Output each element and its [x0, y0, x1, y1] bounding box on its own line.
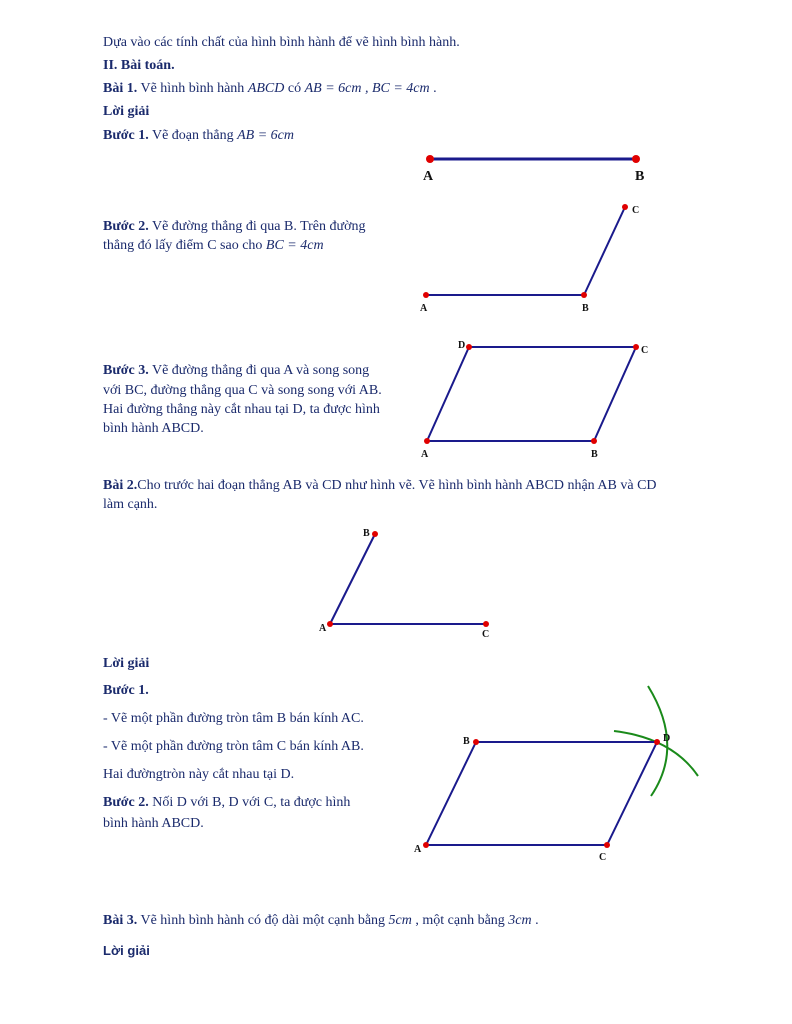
bai1-text-co: có — [284, 81, 305, 96]
bai1-buoc2-math: BC = 4cm — [265, 238, 324, 253]
point-c — [604, 842, 610, 848]
bai1-math-abcd: ABCD — [247, 81, 285, 96]
bai1-buoc3-label: Bước 3. — [103, 363, 149, 378]
bai2-buoc1-label: Bước 1. — [103, 683, 149, 698]
label-b: B — [635, 169, 645, 184]
point-a — [423, 292, 429, 298]
point-b — [632, 155, 640, 163]
label-d: D — [663, 733, 671, 744]
point-c — [483, 621, 489, 627]
point-a — [327, 621, 333, 627]
label-c: C — [632, 205, 640, 216]
label-c: C — [482, 629, 490, 640]
figure-3-parallelogram — [421, 340, 648, 460]
label-b: B — [363, 528, 370, 539]
bai1-buoc2-text2: thẳng đó lấy điểm C sao cho — [103, 238, 266, 253]
bai1-buoc3-text1: Vẽ đường thẳng đi qua A và song song — [148, 363, 370, 378]
bai1-buoc3-line3: Hai đường thẳng này cắt nhau tại D, ta được hình — [103, 402, 380, 417]
point-a — [424, 438, 430, 444]
label-a: A — [421, 449, 429, 460]
bai2-step-b: - Vẽ một phần đường tròn tâm C bán kính AB. — [103, 739, 364, 754]
bai1-buoc2-label: Bước 2. — [103, 219, 149, 234]
bai2-label: Bài 2. — [103, 478, 138, 493]
bai2-buoc2-line2: bình hành ABCD. — [103, 816, 204, 831]
bai1-buoc1-label: Bước 1. — [103, 128, 149, 143]
bai3-text1: Vẽ hình bình hành có độ dài một cạnh bằng — [137, 913, 389, 928]
segment-ab — [330, 534, 375, 624]
bai1-text-end: . — [429, 81, 437, 96]
parallelogram-abdc — [426, 742, 657, 845]
intro-text: Dựa vào các tính chất của hình bình hành để vẽ hình bình hành. — [103, 35, 460, 50]
point-b — [473, 739, 479, 745]
label-a: A — [414, 844, 422, 855]
label-b: B — [463, 736, 470, 747]
bai2-loi-giai: Lời giải — [103, 656, 150, 671]
point-b — [372, 531, 378, 537]
parallelogram-abcd — [427, 347, 636, 441]
point-a — [426, 155, 434, 163]
bai1-label: Bài 1. — [103, 81, 138, 96]
bai1-buoc1-text: Vẽ đoạn thẳng — [148, 128, 238, 143]
label-a: A — [319, 623, 327, 634]
point-d — [466, 344, 472, 350]
bai1-buoc1-math: AB = 6cm — [237, 128, 294, 143]
figure-1-segment-ab — [423, 155, 644, 184]
bai3-label: Bài 3. — [103, 913, 138, 928]
figure-4-given-segments — [319, 528, 489, 640]
bai1-buoc2-text1: Vẽ đường thẳng đi qua B. Trên đường — [148, 219, 366, 234]
label-a: A — [420, 303, 428, 314]
figure-5-construction — [414, 686, 698, 863]
bai2-step-c: Hai đườngtròn này cắt nhau tại D. — [103, 767, 295, 782]
bai3-math2: 3cm — [508, 913, 532, 928]
bai3-math1: 5cm — [388, 913, 412, 928]
point-b — [581, 292, 587, 298]
bai2-buoc2-text1: Nối D với B, D với C, ta được hình — [148, 795, 351, 810]
point-c — [633, 344, 639, 350]
point-b — [591, 438, 597, 444]
point-d — [654, 739, 660, 745]
arc-center-b — [614, 731, 698, 776]
bai1-text: Vẽ hình bình hành — [137, 81, 248, 96]
figure-2-abc — [420, 204, 639, 314]
label-c: C — [641, 345, 649, 356]
bai2-step-a: - Vẽ một phần đường tròn tâm B bán kính AC. — [103, 711, 364, 726]
bai3-loi-giai: Lời giải — [103, 943, 150, 958]
bai3-text3: . — [531, 913, 539, 928]
bai1-math-given: AB = 6cm , BC = 4cm — [304, 81, 430, 96]
bai2-buoc2-label: Bước 2. — [103, 795, 149, 810]
section-title: II. Bài toán. — [103, 58, 175, 73]
label-d: D — [458, 340, 466, 351]
label-c: C — [599, 852, 607, 863]
bai1-loi-giai: Lời giải — [103, 104, 150, 119]
bai2-text1: Cho trước hai đoạn thẳng AB và CD như hình vẽ. Vẽ hình bình hành ABCD nhận AB và CD — [137, 478, 657, 493]
bai2-statement-line2: làm cạnh. — [103, 497, 158, 512]
bai1-buoc3-line4: bình hành ABCD. — [103, 421, 204, 436]
bai1-buoc3-line2: với BC, đường thẳng qua C và song song với AB. — [103, 383, 382, 398]
bai3-text2: , một cạnh bằng — [411, 913, 509, 928]
label-b: B — [582, 303, 589, 314]
segment-bc — [584, 207, 625, 295]
label-b: B — [591, 449, 598, 460]
point-c — [622, 204, 628, 210]
label-a: A — [423, 169, 434, 184]
point-a — [423, 842, 429, 848]
